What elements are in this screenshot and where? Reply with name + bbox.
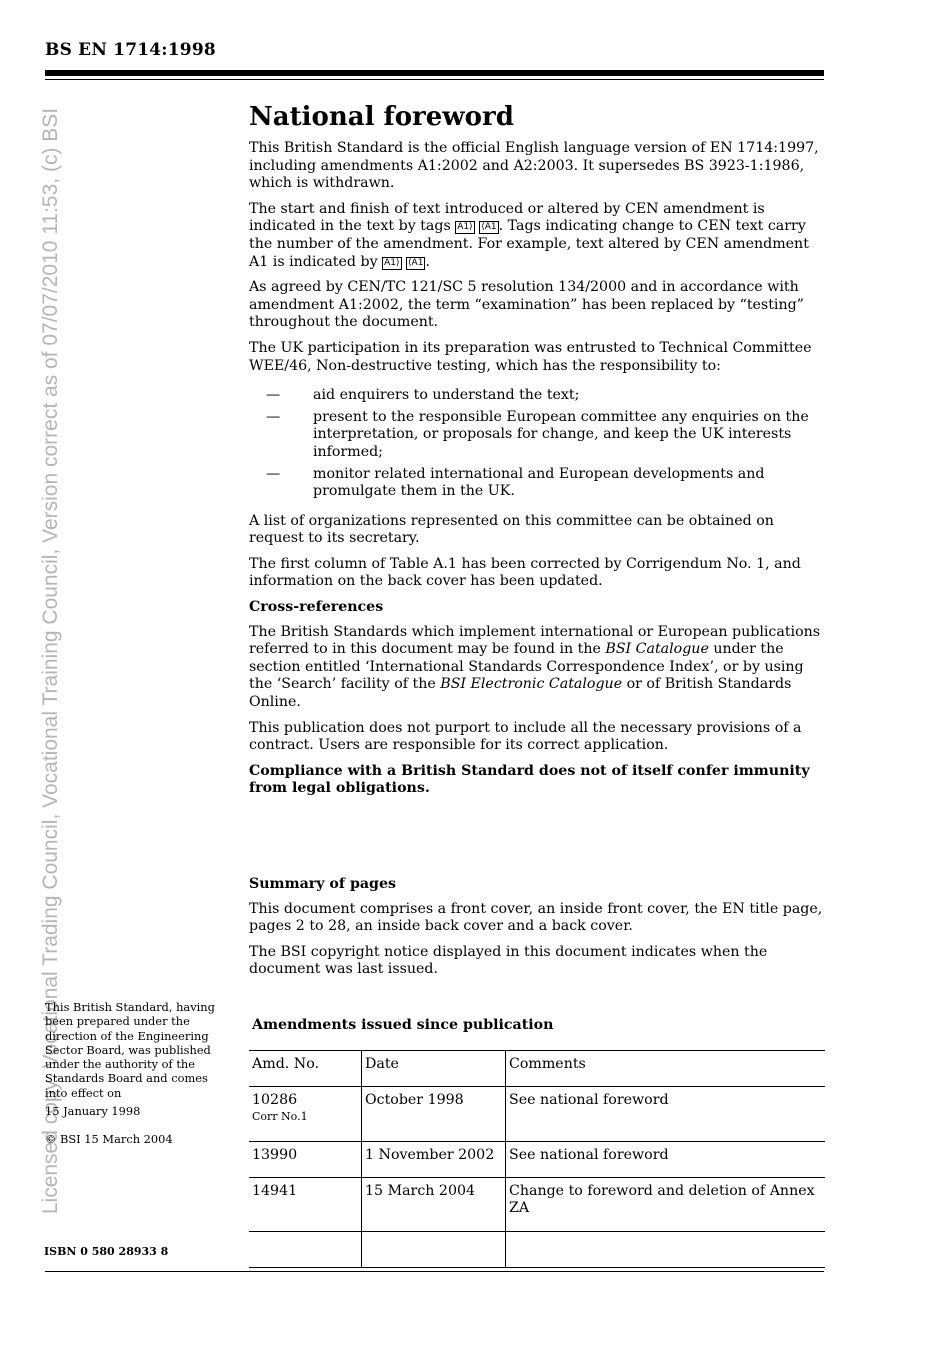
amd-date: October 1998 bbox=[362, 1086, 506, 1141]
column-header: Comments bbox=[506, 1050, 826, 1086]
amd-sub-label: Corr No.1 bbox=[252, 1110, 308, 1124]
amd-date: 1 November 2002 bbox=[362, 1141, 506, 1177]
table-row bbox=[249, 1231, 825, 1267]
summary-heading: Summary of pages bbox=[249, 876, 396, 892]
page-title: National foreword bbox=[249, 102, 514, 132]
copyright-line: © BSI 15 March 2004 bbox=[45, 1132, 173, 1147]
license-watermark: Licensed copy: Vocational Trading Council, Vocational Training Council, Version correct as of 07/07/2010 11:53, (c) BSI bbox=[39, 107, 62, 1215]
compliance-statement: Compliance with a British Standard does not of itself confer immunity from legal obligations. bbox=[249, 762, 810, 797]
document-id: BS EN 1714:1998 bbox=[45, 40, 216, 60]
table-row bbox=[249, 1177, 825, 1231]
amendment-close-tag-icon: ⟨A1 bbox=[408, 257, 424, 268]
foreword-body bbox=[249, 100, 824, 987]
amendments-title: Amendments issued since publication bbox=[252, 1017, 554, 1033]
table-header-row bbox=[249, 1050, 825, 1086]
cross-references-heading: Cross-references bbox=[249, 599, 384, 616]
terminology-paragraph: As agreed by CEN/TC 121/SC 5 resolution 134/2000 and in accordance with amendment A1:2002, the term “examination” has been replaced by “testing” throughout the document. bbox=[249, 279, 804, 331]
amd-date: 15 March 2004 bbox=[362, 1177, 506, 1231]
amd-comment: See national foreword bbox=[506, 1086, 826, 1141]
header-rule-thick bbox=[45, 70, 824, 76]
publication-note: This British Standard, having been prepared under the direction of the Engineering Sector Board, was published under the authority of the Standards Board and comes into effect on bbox=[45, 1000, 215, 1100]
amd-number: 10286 bbox=[252, 1091, 298, 1108]
column-header: Amd. No. bbox=[249, 1050, 362, 1086]
column-header: Date bbox=[362, 1050, 506, 1086]
amd-date bbox=[362, 1231, 506, 1267]
amd-number: 14941 bbox=[252, 1182, 298, 1199]
publication-sidebar bbox=[45, 1000, 227, 1151]
header-rule-thin bbox=[45, 79, 824, 80]
amd-comment bbox=[506, 1231, 826, 1267]
copyright-notice-paragraph: The BSI copyright notice displayed in this document indicates when the document was last issued. bbox=[249, 943, 768, 978]
list-item: — aid enquirers to understand the text; bbox=[266, 387, 580, 404]
footer-rule bbox=[45, 1271, 824, 1272]
corrigendum-paragraph: The first column of Table A.1 has been corrected by Corrigendum No. 1, and information on the back cover has been updated. bbox=[249, 555, 801, 590]
table-row bbox=[249, 1141, 825, 1177]
amendment-open-tag-icon: A1⟩ bbox=[384, 257, 400, 268]
amd-comment: Change to foreword and deletion of Annex ZA bbox=[506, 1177, 826, 1231]
intro-paragraph: This British Standard is the official English language version of EN 1714:1997, including amendments A1:2002 and A2:2003. It supersedes BS 3923-1:1986, which is withdrawn. bbox=[249, 140, 819, 192]
cross-references-paragraph: The British Standards which implement international or European publications referred to in this document may be found in the BSI Catalogue under the section entitled ‘International Standards Correspondence Index’, or by using the ‘Search’ facility of the BSI Electronic Catalogue or of British Standards Online. bbox=[249, 623, 821, 711]
list-item: — present to the responsible European committee any enquiries on the interpretation, or proposals for change, and keep the UK interests informed; bbox=[266, 408, 809, 460]
responsibility-list bbox=[249, 387, 824, 501]
amd-comment: See national foreword bbox=[506, 1141, 826, 1177]
summary-paragraph: This document comprises a front cover, an inside front cover, the EN title page, pages 2 to 28, an inside back cover and a back cover. bbox=[249, 900, 823, 935]
committee-paragraph: The UK participation in its preparation was entrusted to Technical Committee WEE/46, Non-destructive testing, which has the responsibility to: bbox=[249, 339, 812, 374]
amd-number: 13990 bbox=[252, 1146, 298, 1163]
isbn: ISBN 0 580 28933 8 bbox=[44, 1245, 169, 1258]
organizations-paragraph: A list of organizations represented on this committee can be obtained on request to its secretary. bbox=[249, 512, 774, 547]
amendment-open-tag-icon: A1⟩ bbox=[457, 222, 473, 233]
contract-paragraph: This publication does not purport to include all the necessary provisions of a contract. Users are responsible for its correct application. bbox=[249, 719, 802, 754]
amendments-table bbox=[249, 1050, 825, 1268]
effective-date: 15 January 1998 bbox=[45, 1104, 141, 1119]
amendments-section bbox=[249, 1017, 825, 1268]
table-row bbox=[249, 1086, 825, 1141]
list-item: — monitor related international and European developments and promulgate them in the UK. bbox=[266, 465, 765, 500]
amendment-close-tag-icon: ⟨A1 bbox=[481, 222, 497, 233]
amendment-tags-paragraph: The start and finish of text introduced or altered by CEN amendment is indicated in the text by tags A1⟩ ⟨A1 . Tags indicating change to CEN text carry the number of the amendment. For example, text altered by CEN amendment A1 is indicated by A1⟩ ⟨A1 . bbox=[249, 200, 809, 270]
